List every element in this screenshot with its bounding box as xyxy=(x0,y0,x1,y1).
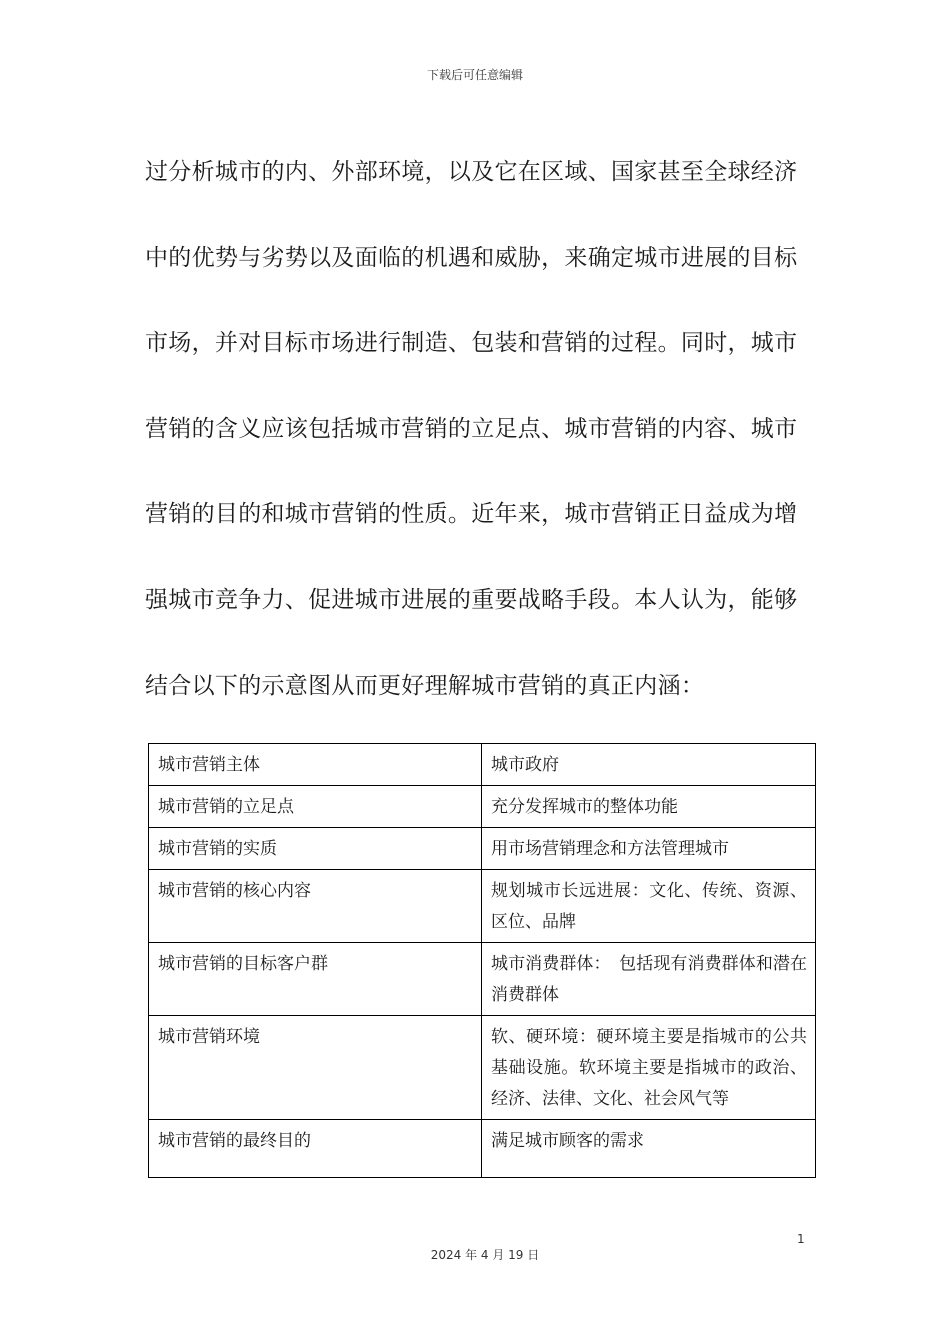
row-value: 充分发挥城市的整体功能 xyxy=(482,786,816,828)
table-row xyxy=(149,786,816,828)
table-row xyxy=(149,1120,816,1178)
page-number: 1 xyxy=(797,1232,805,1246)
row-key: 城市营销的最终目的 xyxy=(149,1120,482,1178)
table-row xyxy=(149,1016,816,1120)
row-key: 城市营销主体 xyxy=(149,744,482,786)
row-key: 城市营销的实质 xyxy=(149,828,482,870)
table-row xyxy=(149,744,816,786)
row-value: 满足城市顾客的需求 xyxy=(482,1120,816,1178)
body-line: 强城市竞争力、促进城市进展的重要战略手段。本人认为，能够 xyxy=(145,586,798,613)
body-line: 过分析城市的内、外部环境，以及它在区域、国家甚至全球经济 xyxy=(145,159,798,185)
row-value: 城市政府 xyxy=(482,744,816,786)
row-key: 城市营销的立足点 xyxy=(149,786,482,828)
row-key: 城市营销的核心内容 xyxy=(149,870,482,943)
city-marketing-table xyxy=(148,743,816,1178)
table-row xyxy=(149,828,816,870)
page-header: 下载后可任意编辑 xyxy=(426,68,523,82)
row-value: 城市消费群体： 包括现有消费群体和潜在消费群体 xyxy=(482,943,816,1016)
body-paragraph xyxy=(145,130,807,729)
row-value: 软、硬环境：硬环境主要是指城市的公共基础设施。软环境主要是指城市的政治、经济、法律、文化、社会风气等 xyxy=(482,1016,816,1120)
body-line: 结合以下的示意图从而更好理解城市营销的真正内涵： xyxy=(145,672,705,699)
table-row xyxy=(149,870,816,943)
row-value: 规划城市长远进展：文化、传统、资源、区位、品牌 xyxy=(482,870,816,943)
row-key: 城市营销的目标客户群 xyxy=(149,943,482,1016)
body-line: 营销的目的和城市营销的性质。近年来，城市营销正日益成为增 xyxy=(145,501,798,528)
row-key: 城市营销环境 xyxy=(149,1016,482,1120)
table-row xyxy=(149,943,816,1016)
row-value: 用市场营销理念和方法管理城市 xyxy=(482,828,816,870)
body-line: 中的优势与劣势以及面临的机遇和威胁，来确定城市进展的目标 xyxy=(145,244,798,271)
body-line: 市场，并对目标市场进行制造、包装和营销的过程。同时，城市 xyxy=(145,330,798,357)
footer-date: 2024 年 4 月 19 日 xyxy=(430,1248,540,1262)
body-line: 营销的含义应该包括城市营销的立足点、城市营销的内容、城市 xyxy=(145,415,798,442)
